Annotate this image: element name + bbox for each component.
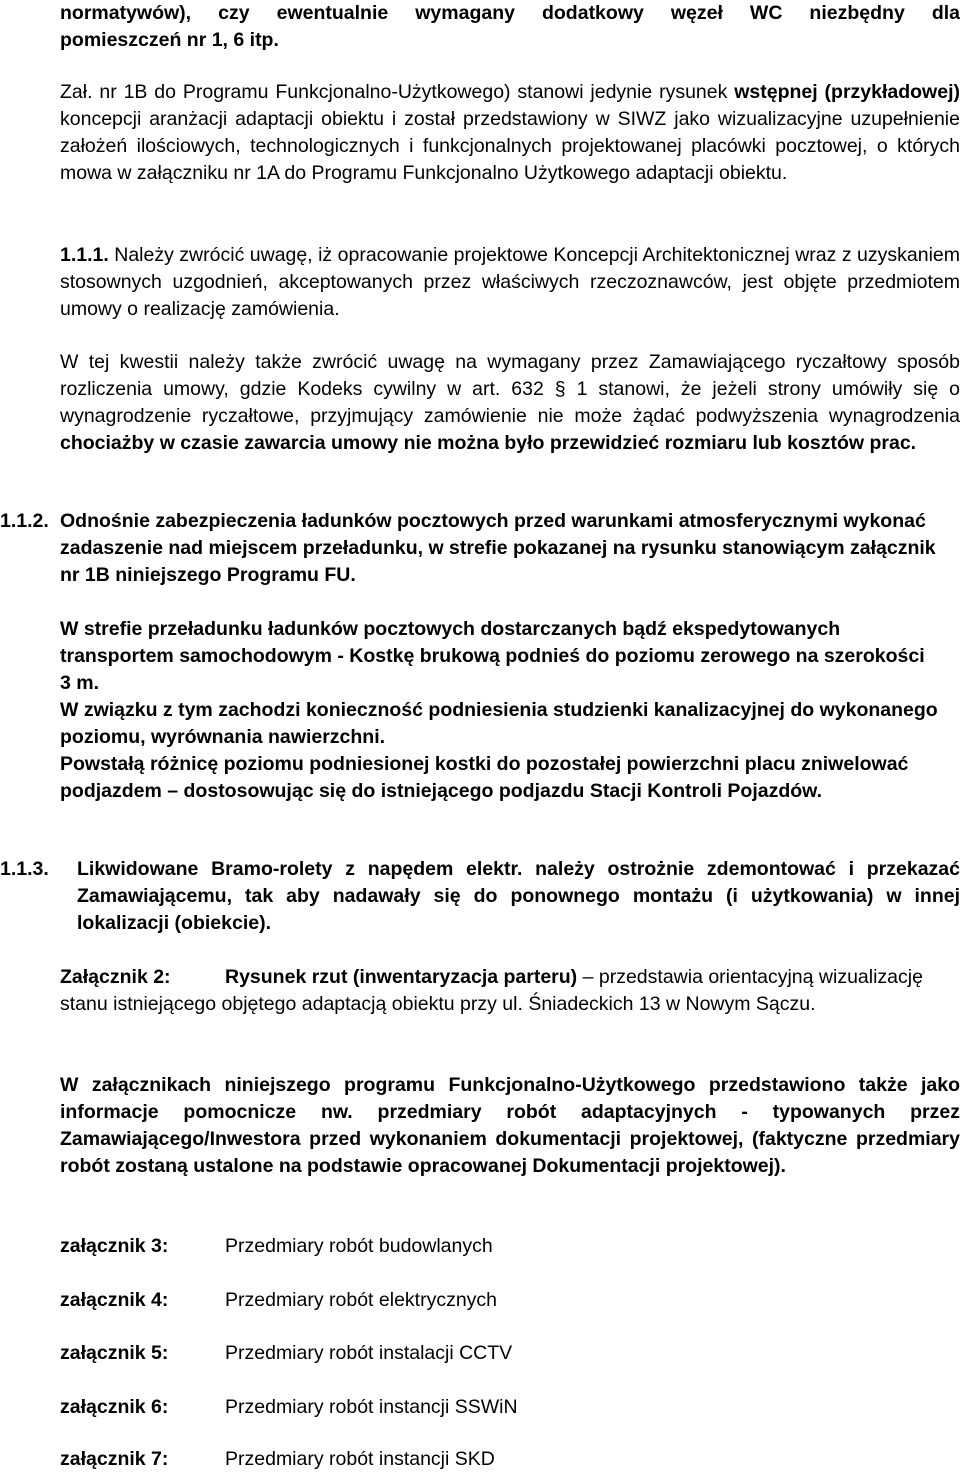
paragraph-lump-sum: [60, 349, 960, 457]
text-line: normatywów), czy ewentualnie wymagany dodatkowy węzeł WC niezbędny dla: [60, 2, 960, 24]
paragraph-1-1-1: [60, 242, 960, 323]
annex-2-paragraph: [60, 964, 960, 1018]
annex-title: Rysunek rzut (inwentaryzacja parteru): [225, 966, 578, 988]
paragraph-loading-zone: [60, 616, 940, 805]
section-1-1-2: [0, 508, 960, 590]
text: W strefie przeładunku ładunków pocztowych dostarczanych bądź ekspedytowanych transportem samochodowym - Kostkę brukową podnieś do poziomu zerowego na szerokości 3 m.: [60, 618, 925, 694]
annex-number: załącznik 3:: [60, 1235, 169, 1257]
annex-list-item: [60, 1287, 960, 1314]
paragraph-continuation: [60, 0, 960, 54]
section-number: 1.1.3.: [0, 858, 49, 880]
annex-list-item: [60, 1446, 960, 1473]
text: W związku z tym zachodzi konieczność podniesienia studzienki kanalizacyjnej do wykonanego poziomu, wyrównania nawierzchni.: [60, 699, 938, 748]
section-number: 1.1.2.: [0, 510, 49, 532]
annex-number: załącznik 5:: [60, 1342, 169, 1364]
annex-title: Przedmiary robót instalacji CCTV: [225, 1342, 513, 1364]
text-line: pomieszczeń nr 1, 6 itp.: [60, 29, 279, 51]
annex-description: – przedstawia orientacyjną wizualizację stanu istniejącego objętego adaptacją obiektu przy ul. Śniadeckich 13 w Nowym Sączu.: [60, 966, 923, 1015]
text: Powstałą różnicę poziomu podniesionej kostki do pozostałej powierzchni placu zniwelować podjazdem – dostosowując się do istniejącego podjazdu Stacji Kontroli Pojazdów.: [60, 753, 909, 802]
text: W załącznikach niniejszego programu Funkcjonalno-Użytkowego przedstawiono także jako informacje pomocnicze nw. przedmiary robót adaptacyjnych - typowanych przez Zamawiającego/Inwestora przed wykonaniem dokumentacji projektowej, (: [60, 1074, 960, 1150]
section-text: Odnośnie zabezpieczenia ładunków pocztowych przed warunkami atmosferycznymi wykonać zadaszenie nad miejscem przeładunku, w strefie pokazanej na rysunku stanowiącym załącznik nr 1B niniejszego Programu FU.: [60, 510, 936, 586]
text: koncepcji aranżacji adaptacji obiektu i został przedstawiony w SIWZ jako wizualizacyjne uzupełnienie założeń ilościowych, technologicznych i funkcjonalnych projektowanej placówki pocztowej, o których mowa w załączniku nr 1A do Programu Funkcjonalno Użytkowego adaptacji obiektu.: [60, 108, 960, 184]
section-number: 1.1.1.: [60, 244, 109, 266]
annex-list-item: [60, 1394, 960, 1421]
annex-title: Przedmiary robót instancji SSWiN: [225, 1396, 518, 1418]
text: 1 stanowi, że jeżeli strony umówiły się o wynagrodzenie ryczałtowe, przyjmujący zamówienie nie może żądać podwyższenia wynagrodzenia: [60, 378, 960, 427]
paragraph-bill-of-quantities: [60, 1072, 960, 1180]
text: Należy zwrócić uwagę, iż opracowanie projektowe Koncepcji Architektonicznej wraz z uzyskaniem stosownych uzgodnień, akceptowanych przez właściwych rzeczoznawców, jest objęte przedmiotem umowy o realizację zamówienia.: [60, 244, 960, 320]
text: W tej kwestii należy także zwrócić uwagę na wymagany przez Zamawiającego ryczałtowy sposób rozliczenia umowy, gdzie Kodeks cywilny w art. 632: [60, 351, 960, 400]
section-sign: §: [554, 378, 566, 400]
annex-title: Przedmiary robót instancji SKD: [225, 1448, 495, 1470]
annex-number: załącznik 4:: [60, 1289, 169, 1311]
section-1-1-3: [0, 856, 960, 938]
section-text: Likwidowane Bramo-rolety z napędem elektr. należy ostrożnie zdemontować i przekazać Zamawiającemu, tak aby nadawały się do ponownego montażu (i użytkowania) w innej lokalizacji (obiekcie).: [77, 858, 960, 934]
annex-label: Załącznik 2:: [60, 966, 171, 988]
text: faktyczne przedmiary robót zostaną ustalone na podstawie opracowanej Dokumentacji projektowej).: [60, 1128, 960, 1177]
annex-number: załącznik 7:: [60, 1448, 169, 1470]
annex-number: załącznik 6:: [60, 1396, 169, 1418]
annex-list-item: [60, 1340, 960, 1367]
annex-title: Przedmiary robót elektrycznych: [225, 1289, 498, 1311]
annex-title: Przedmiary robót budowlanych: [225, 1235, 493, 1257]
paragraph-zal-1b: [60, 79, 960, 187]
annex-list-item: [60, 1233, 960, 1260]
text: Zał. nr 1B do Programu Funkcjonalno-Użytkowego) stanowi jedynie rysunek: [60, 81, 735, 103]
bold-text: chociażby w czasie zawarcia umowy nie można było przewidzieć rozmiaru lub kosztów prac.: [60, 432, 917, 454]
bold-text: wstępnej (przykładowej): [734, 81, 960, 103]
